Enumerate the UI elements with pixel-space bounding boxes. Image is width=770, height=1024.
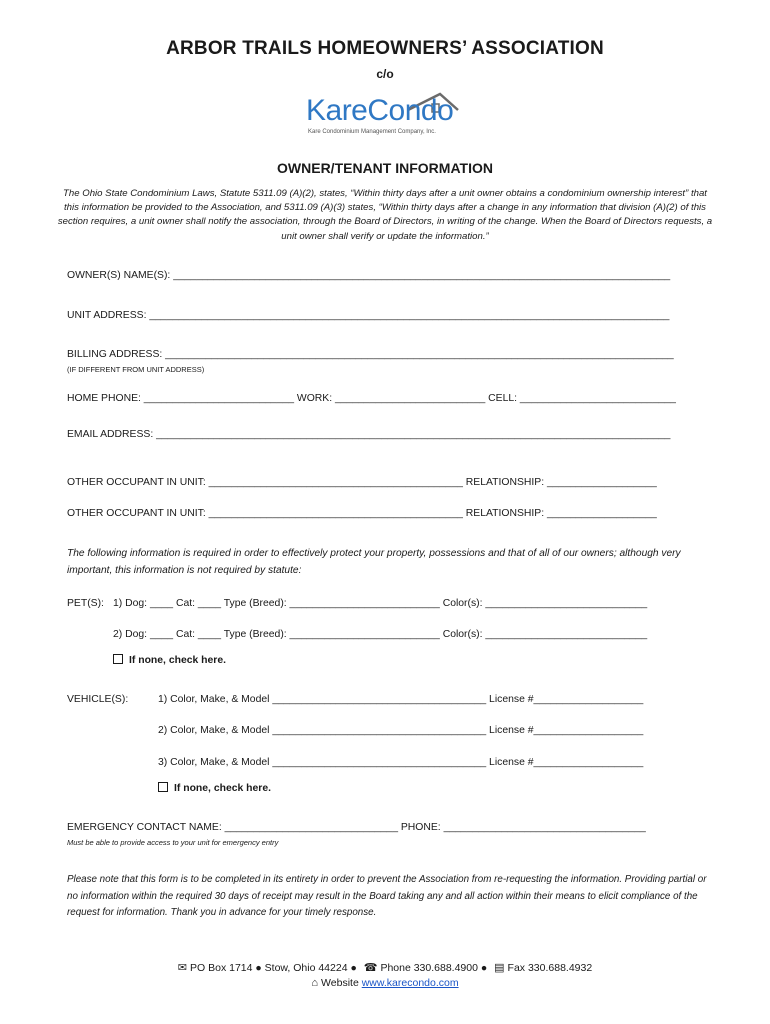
pets-none-checkbox[interactable] <box>113 654 226 666</box>
billing-address-note: (IF DIFFERENT FROM UNIT ADDRESS) <box>67 365 205 374</box>
mouse-icon: ⌂ <box>311 977 319 989</box>
email-field[interactable]: EMAIL ADDRESS: _________________________________________________________________________________________ <box>67 429 671 440</box>
statute-text: The Ohio State Condominium Laws, Statute 5311.09 (A)(2), states, “Within thirty days after a unit owner obtains a condominium ownership interest” that this information be provided to the Association, and 5311.09 (A)(3) states, “Within thirty days after a change in any information that division (A)(2) of this section requires, a unit owner shall notify the association, through the Board of Directors, in writing of the change. When the Board of Directors requests, a unit owner shall verify or update the information.” <box>57 188 713 242</box>
footer-website-label: Website <box>321 977 359 989</box>
owners-name-field[interactable]: OWNER(S) NAME(S): ______________________________________________________________________________________ <box>67 270 671 281</box>
karecondo-logo <box>300 92 470 140</box>
other-occupant-field-2[interactable]: OTHER OCCUPANT IN UNIT: ____________________________________________ RELATIONSHIP: ___________________ <box>67 508 657 519</box>
footer-fax: Fax 330.688.4932 <box>507 962 593 974</box>
envelope-icon: ✉ <box>177 962 188 974</box>
vehicles-none-checkbox[interactable] <box>158 782 271 794</box>
emergency-contact-field[interactable]: EMERGENCY CONTACT NAME: ______________________________ PHONE: ___________________________________ <box>67 822 646 833</box>
billing-address-field[interactable]: BILLING ADDRESS: ________________________________________________________________________________________ <box>67 349 674 360</box>
vehicle-row-1[interactable]: 1) Color, Make, & Model _____________________________________ License #___________________ <box>158 694 644 705</box>
required-info-note: The following information is required in order to effectively protect your property, possessions and that of all of our owners; although very important, this information is not required by statute: <box>67 548 681 576</box>
unit-address-field[interactable]: UNIT ADDRESS: __________________________________________________________________________________________ <box>67 310 670 321</box>
checkbox-icon[interactable] <box>158 782 168 792</box>
website-link[interactable]: www.karecondo.com <box>361 977 459 989</box>
footer-contact-line <box>0 961 770 974</box>
vehicles-label: VEHICLE(S): <box>67 694 129 705</box>
section-title: OWNER/TENANT INFORMATION <box>277 160 493 176</box>
vehicle-row-2[interactable]: 2) Color, Make, & Model _____________________________________ License #___________________ <box>158 725 644 736</box>
footer-address: PO Box 1714 ● Stow, Ohio 44224 ● <box>190 962 357 974</box>
checkbox-icon[interactable] <box>113 654 123 664</box>
pets-none-label: If none, check here. <box>129 655 227 666</box>
logo-tagline: Kare Condominium Management Company, Inc. <box>308 129 436 135</box>
pet-row-2[interactable]: 2) Dog: ____ Cat: ____ Type (Breed): __________________________ Color(s): ____________________________ <box>113 629 648 640</box>
vehicle-row-3[interactable]: 3) Color, Make, & Model _____________________________________ License #___________________ <box>158 757 644 768</box>
association-title: ARBOR TRAILS HOMEOWNERS’ ASSOCIATION <box>166 38 604 59</box>
phone-fields[interactable]: HOME PHONE: __________________________ WORK: __________________________ CELL: ___________________________ <box>67 393 676 404</box>
vehicles-none-label: If none, check here. <box>174 783 272 794</box>
other-occupant-field-1[interactable]: OTHER OCCUPANT IN UNIT: ____________________________________________ RELATIONSHIP: ___________________ <box>67 477 657 488</box>
closing-note: Please note that this form is to be completed in its entirety in order to prevent the Association from re-requesting the information. Providing partial or no information within the required 30 days of receipt may result in the Board taking any and all action within their means to elicit compliance of the request for information. Thank you in advance for your timely response. <box>67 874 707 918</box>
pets-label: PET(S): <box>67 598 104 609</box>
care-of-label: c/o <box>376 67 394 81</box>
fax-icon: ▤ <box>494 962 505 974</box>
emergency-contact-note: Must be able to provide access to your unit for emergency entry <box>67 838 279 847</box>
telephone-icon: ☎ <box>363 962 378 974</box>
pet-row-1[interactable]: 1) Dog: ____ Cat: ____ Type (Breed): __________________________ Color(s): ____________________________ <box>113 598 648 609</box>
logo-wordmark: KareCondo <box>306 94 454 127</box>
footer-website-line <box>0 977 770 989</box>
footer-phone: Phone 330.688.4900 ● <box>380 962 488 974</box>
